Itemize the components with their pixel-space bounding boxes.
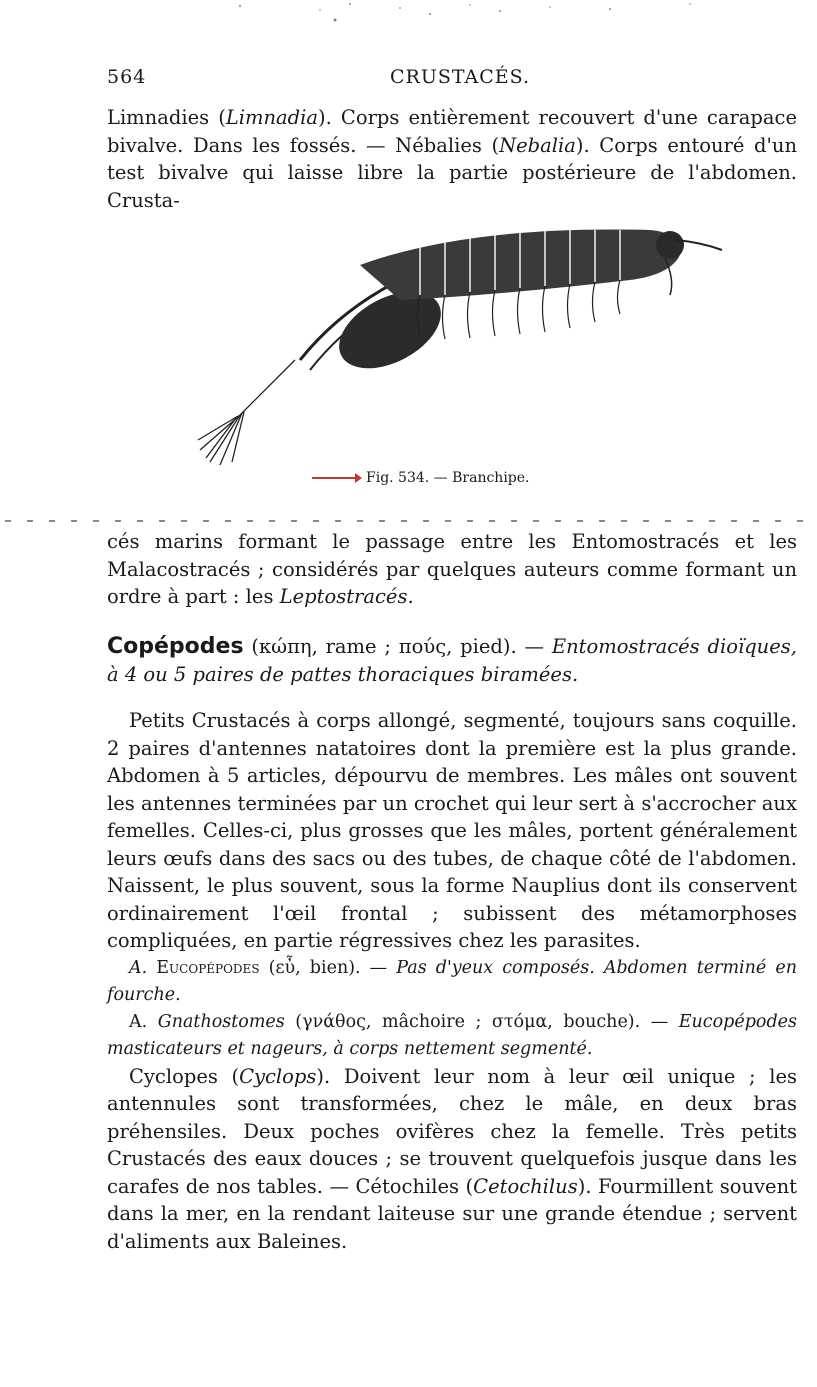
continuation-text: cés marins formant le passage entre les Entomostracés et les Malacostracés ; considérés par quelques auteurs comme formant un ordre à part : les: [107, 530, 797, 608]
leptostraces-term: Leptostracés.: [279, 585, 414, 608]
caption-arrow-icon: [312, 477, 358, 479]
separator-rule: [0, 516, 817, 526]
subgroup-gnathostomes: [107, 1009, 797, 1063]
running-title: CRUSTACÉS.: [390, 66, 531, 88]
subgroup-name: Eucopépodes: [156, 957, 260, 978]
page-header: [107, 66, 797, 98]
subgroup2-letter: A.: [129, 1011, 148, 1032]
scan-speckles: [90, 0, 790, 40]
body-paragraph-1: Petits Crustacés à corps allongé, segmenté, toujours sans coquille. 2 paires d'antennes natatoires dont la première est la plus grande. Abdomen à 5 articles, dépourvu de membres. Les mâles ont souvent les antennes terminées par un crochet qui leur sert à s'accrocher aux femelles. Celles-ci, plus grosses que les mâles, portent généralement leurs œufs dans des sacs ou des tubes, de chaque côté de l'abdomen. Naissent, le plus souvent, sous la forme Nauplius dont ils conservent ordinairement l'œil frontal ; subissent des métamorphoses compliquées, en partie régressives chez les parasites.: [107, 709, 797, 952]
genus-cyclops: Cyclops: [239, 1064, 317, 1088]
section-body: [107, 707, 797, 1255]
subgroup-eucopepodes: [107, 955, 797, 1009]
intro-text-1: Limnadies (: [107, 106, 226, 129]
section-definition: Entomostracés dioïques, à 4 ou 5 paires de pattes thoraciques biramées.: [107, 635, 797, 686]
subgroup-etymology: (εὖ, bien). —: [259, 957, 397, 978]
subgroup2-definition: Eucopépodes masticateurs et nageurs, à corps nettement segmenté.: [107, 1011, 797, 1059]
genus-cetochilus: Cetochilus: [473, 1174, 578, 1198]
continuation-paragraph: [107, 528, 797, 611]
subgroup-letter: A.: [129, 957, 148, 978]
subgroup2-etymology: (γνάθος, mâchoire ; στόμα, bouche). —: [284, 1011, 679, 1032]
body-paragraph-4: [107, 1063, 797, 1256]
genus-nebalia: Nebalia: [499, 133, 576, 157]
branchipe-illustration: [170, 200, 730, 470]
genus-limnadia: Limnadia: [225, 106, 319, 129]
subgroup-definition: Pas d'yeux composés. Abdomen terminé en fourche.: [107, 957, 797, 1005]
figure-caption: [312, 470, 530, 486]
cyclopes-text-3: ). Fourmillent souvent dans la mer, en la rendant laiteuse sur une grande étendue ; servent d'aliments aux Baleines.: [107, 1174, 797, 1253]
caption-text: Fig. 534. — Branchipe.: [366, 470, 530, 486]
section-etymology: (κώπη, rame ; πούς, pied). —: [243, 635, 552, 658]
intro-text-3: ). Corps entouré d'un test bivalve qui laisse libre la partie postérieure de l'abdomen. Crusta-: [107, 133, 797, 212]
section-heading: [107, 633, 797, 688]
intro-text-2: ). Corps entièrement recouvert d'une carapace bivalve. Dans les fossés. — Nébalies (: [107, 106, 797, 157]
section-title: Copépodes: [107, 634, 244, 659]
subgroup2-name: Gnathostomes: [157, 1011, 285, 1032]
intro-paragraph: [107, 104, 797, 214]
cyclopes-text-1: Cyclopes (: [129, 1064, 240, 1088]
cyclopes-text-2: ). Doivent leur nom à leur œil unique ; les antennules sont transformées, chez le mâle, en deux bras préhensiles. Deux poches ovifères chez la femelle. Très petits Crustacés des eaux douces ; se trouvent quelquefois jusque dans les carafes de nos tables. — Cétochiles (: [107, 1064, 797, 1198]
page-number: 564: [107, 66, 147, 88]
